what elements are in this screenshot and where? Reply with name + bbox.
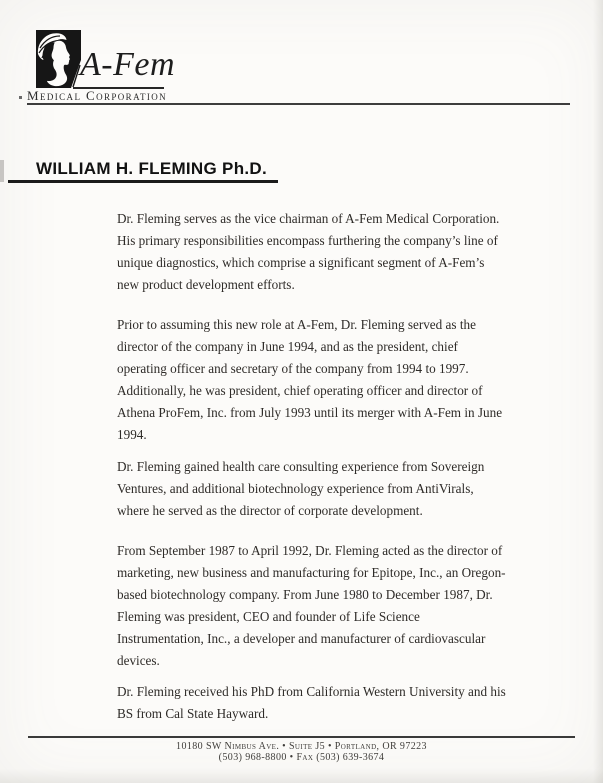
afem-logo [36,30,81,88]
footer-phone: (503) 968-8800 • Fax (503) 639-3674 [218,752,385,763]
letterhead-rule [27,103,570,105]
bio-paragraph-5: Dr. Fleming received his PhD from California Western University and his BS from Cal State Hayward. [117,684,506,721]
scan-edge-shading [0,769,603,783]
bio-paragraph-1: Dr. Fleming serves as the vice chairman of A-Fem Medical Corporation. His primary responsibilities encompass furthering the company’s line of unique diagnostics, which comprise a significant segment of A-Fem’s new product development efforts. [117,211,500,292]
scan-edge-shading [593,0,603,783]
scan-edge-artifact [0,160,4,182]
brand-name: A-Fem [80,46,176,83]
page-title: WILLIAM H. FLEMING Ph.D. [36,159,268,178]
bio-paragraph-3: Dr. Fleming gained health care consulting experience from Sovereign Ventures, and additional biotechnology experience from AntiVirals, where he served as the director of corporate development. [117,459,485,518]
woman-profile-icon [36,30,81,88]
footer-address: 10180 SW Nimbus Ave. • Suite J5 • Portland, OR 97223 [176,741,427,752]
title-underline-rule [8,180,278,183]
footer-rule [28,736,575,738]
brand-subtitle: Medical Corporation [27,88,168,103]
scan-speck [19,96,22,99]
bio-paragraph-4: From September 1987 to April 1992, Dr. Fleming acted as the director of marketing, new business and manufacturing for Epitope, Inc., an Oregon- based biotechnology company. From June 1980 to December 1987, Dr. Fleming was president, CEO and founder of Life Science Instrumentation, Inc., a developer and manufacturer of cardiovascular devices. [117,543,506,668]
bio-paragraph-2: Prior to assuming this new role at A-Fem, Dr. Fleming served as the director of the company in June 1994, and as the president, chief operating officer and secretary of the company from 1994 to 1997. Additionally, he was president, chief operating officer and director of Athena ProFem, Inc. from July 1993 until its merger with A-Fem in June 1994. [117,317,503,442]
